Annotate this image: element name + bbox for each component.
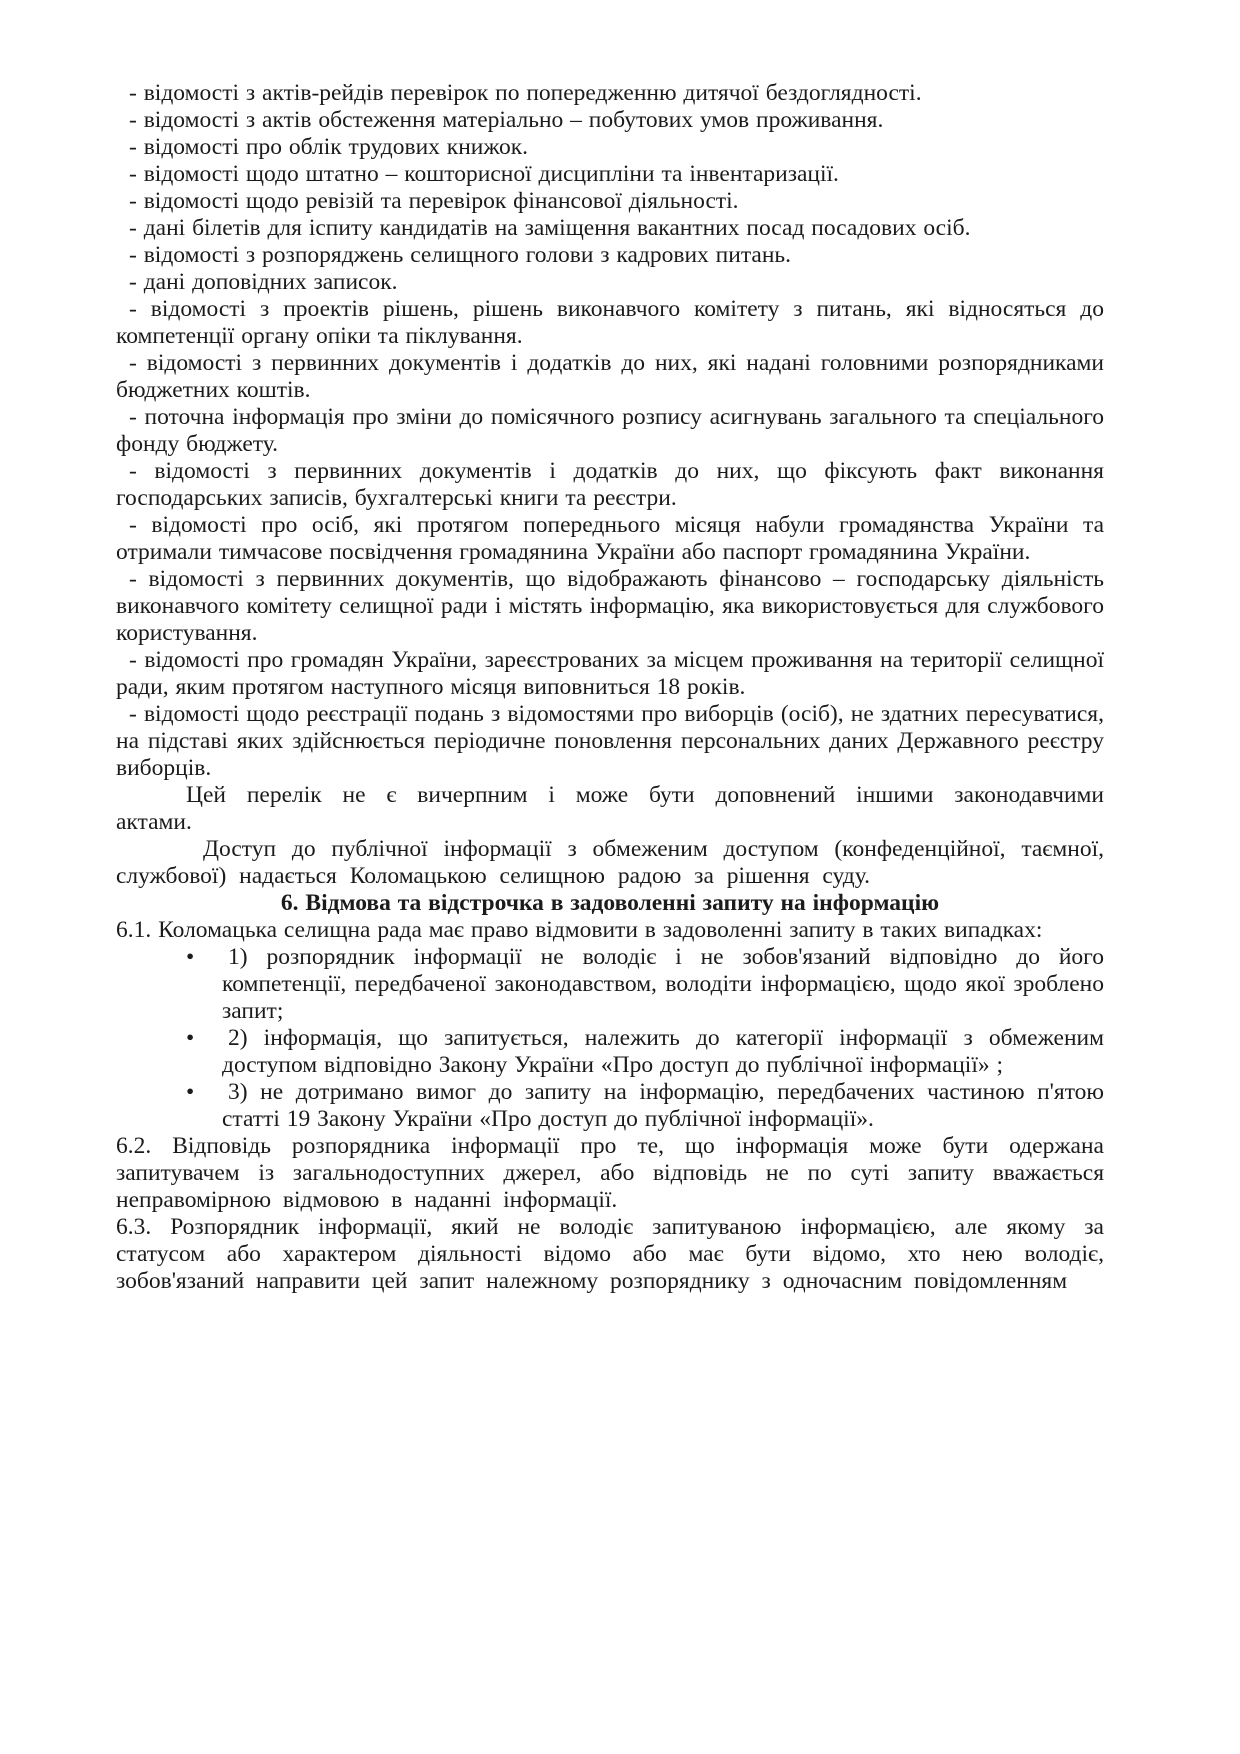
bullet-icon: • <box>186 944 195 970</box>
note-paragraph: Цей перелік не є вичерпним і може бути доповнений іншими законодавчими актами. <box>116 782 1104 835</box>
list-item: - відомості з актів обстеження матеріально – побутових умов проживання. <box>129 107 884 133</box>
list-item: - дані доповідних записок. <box>129 269 398 295</box>
list-item <box>116 1079 1104 1133</box>
list-item: - відомості про громадян України, зареєстрованих за місцем проживання на території селищної ради, яким протягом наступного місяця виповниться 18 років. <box>116 647 1104 700</box>
list-item: - дані білетів для іспиту кандидатів на заміщення вакантних посад посадових осіб. <box>129 215 971 241</box>
clause-6-1-intro: 6.1. Коломацька селищна рада має право відмовити в задоволенні запиту в таких випадках: <box>116 917 1043 943</box>
list-item: - відомості з актів-рейдів перевірок по попередженню дитячої бездоглядності. <box>129 80 922 106</box>
document-content <box>116 80 1104 1295</box>
list-item: - відомості щодо ревізій та перевірок фінансової діяльності. <box>129 188 739 214</box>
list-item: - відомості з первинних документів, що відображають фінансово – господарську діяльність виконавчого комітету селищної ради і містять інформацію, яка використовується для службового користування. <box>116 566 1104 646</box>
list-item: - відомості про облік трудових книжок. <box>129 134 529 160</box>
restricted-info-list <box>116 80 1104 782</box>
list-item: - відомості про осіб, які протягом попереднього місяця набули громадянства України та отримали тимчасове посвідчення громадянина України або паспорт громадянина України. <box>116 512 1104 565</box>
list-item: - відомості з первинних документів і додатків до них, які надані головними розпорядниками бюджетних коштів. <box>116 350 1104 403</box>
list-item: - відомості з первинних документів і додатків до них, що фіксують факт виконання господарських записів, бухгалтерські книги та реєстри. <box>116 458 1104 511</box>
bullet-icon: • <box>186 1079 195 1105</box>
bullet-icon: • <box>186 1025 195 1051</box>
section-6-heading: 6. Відмова та відстрочка в задоволенні запиту на інформацію <box>280 890 940 916</box>
list-item: - поточна інформація про зміни до помісячного розпису асигнувань загального та спеціального фонду бюджету. <box>116 404 1104 457</box>
bullet-text: 3) не дотримано вимог до запиту на інформацію, передбачених частиною п'ятою статті 19 Закону України «Про доступ до публічної інформації». <box>222 1079 1104 1132</box>
clause-6-2-paragraph: 6.2. Відповідь розпорядника інформації про те, що інформація може бути одержана запитувачем із загальнодоступних джерел, або відповідь не по суті запиту вважається неправомірною відмовою в наданні інформації. <box>116 1133 1104 1213</box>
bullet-text: 2) інформація, що запитується, належить до категорії інформації з обмеженим доступом відповідно Закону України «Про доступ до публічної інформації» ; <box>222 1025 1104 1078</box>
list-item: - відомості щодо реєстрації подань з відомостями про виборців (осіб), не здатних пересуватися, на підставі яких здійснюється періодичне поновлення персональних даних Державного реєстру виборців. <box>116 701 1104 781</box>
bullet-text: 1) розпорядник інформації не володіє і не зобов'язаний відповідно до його компетенції, передбаченої законодавством, володіти інформацією, щодо якої зроблено запит; <box>222 944 1104 1024</box>
refusal-reasons-list <box>116 944 1104 1133</box>
list-item: - відомості щодо штатно – кошторисної дисципліни та інвентаризації. <box>129 161 839 187</box>
clause-6-3-paragraph: 6.3. Розпорядник інформації, який не володіє запитуваною інформацією, але якому за статусом або характером діяльності відомо або має бути відомо, хто нею володіє, зобов'язаний направити цей запит належному розпоряднику з одночасним повідомленням <box>116 1214 1104 1294</box>
list-item <box>116 1025 1104 1079</box>
list-item: - відомості з проектів рішень, рішень виконавчого комітету з питань, які відносяться до компетенції органу опіки та піклування. <box>116 296 1104 349</box>
list-item <box>116 944 1104 1025</box>
list-item: - відомості з розпоряджень селищного голови з кадрових питань. <box>129 242 791 268</box>
access-paragraph: Доступ до публічної інформації з обмеженим доступом (конфеденційної, таємної, службової) надається Коломацькою селищною радою за рішення суду. <box>116 836 1104 889</box>
